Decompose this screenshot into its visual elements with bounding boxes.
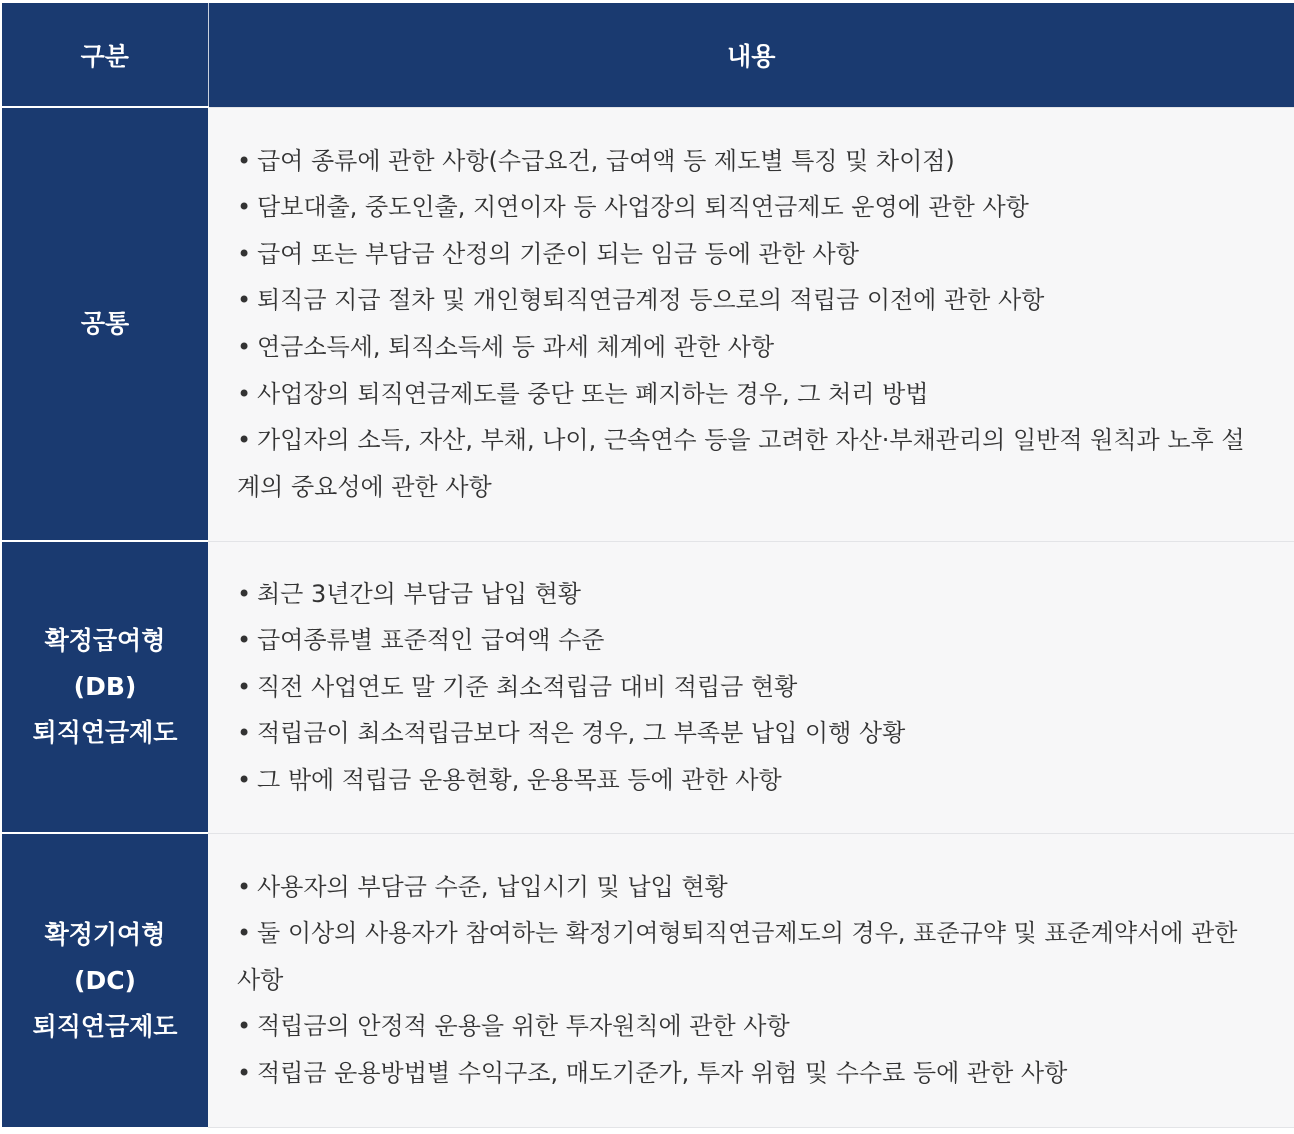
list-item bbox=[237, 231, 1264, 278]
bullet-icon: • bbox=[237, 286, 252, 315]
row-label-db bbox=[2, 541, 208, 833]
item-text: 퇴직금 지급 절차 및 개인형퇴직연금계정 등으로의 적립금 이전에 관한 사항 bbox=[257, 286, 1045, 315]
bullet-icon: • bbox=[237, 719, 252, 748]
bullet-icon: • bbox=[237, 193, 252, 222]
item-list bbox=[237, 138, 1264, 511]
item-text: 사업장의 퇴직연금제도를 중단 또는 폐지하는 경우, 그 처리 방법 bbox=[257, 379, 929, 408]
row-content-dc bbox=[208, 833, 1294, 1127]
item-text: 직전 사업연도 말 기준 최소적립금 대비 적립금 현황 bbox=[257, 672, 798, 701]
table-row-db bbox=[2, 541, 1294, 833]
row-label-line: (DC) bbox=[74, 965, 136, 995]
bullet-icon: • bbox=[237, 579, 252, 608]
item-list bbox=[237, 571, 1264, 804]
bullet-icon: • bbox=[237, 626, 252, 655]
row-label-line: 확정기여형 bbox=[44, 919, 166, 949]
item-text: 급여종류별 표준적인 급여액 수준 bbox=[257, 626, 605, 655]
list-item bbox=[237, 277, 1264, 324]
row-label-common bbox=[2, 107, 208, 541]
item-text: 가입자의 소득, 자산, 부채, 나이, 근속연수 등을 고려한 자산·부채관리의 일반적 원칙과 노후 설계의 중요성에 관한 사항 bbox=[237, 426, 1245, 501]
bullet-icon: • bbox=[237, 333, 252, 361]
list-item bbox=[237, 1003, 1264, 1050]
bullet-icon: • bbox=[237, 426, 252, 455]
bullet-icon: • bbox=[237, 919, 252, 948]
list-item bbox=[237, 664, 1264, 711]
list-item bbox=[237, 617, 1264, 664]
list-item bbox=[237, 757, 1264, 804]
bullet-icon: • bbox=[237, 1058, 252, 1087]
row-label-line: (DB) bbox=[73, 672, 137, 701]
bullet-icon: • bbox=[237, 672, 252, 701]
row-label-line: 퇴직연금제도 bbox=[32, 1011, 178, 1041]
table-header-row bbox=[2, 3, 1294, 107]
table-row-dc bbox=[2, 833, 1294, 1127]
item-text: 적립금이 최소적립금보다 적은 경우, 그 부족분 납입 이행 상황 bbox=[257, 719, 906, 748]
list-item bbox=[237, 864, 1264, 911]
list-item bbox=[237, 910, 1264, 1003]
item-list bbox=[237, 864, 1264, 1097]
item-text: 사용자의 부담금 수준, 납입시기 및 납입 현황 bbox=[257, 872, 728, 901]
item-text: 최근 3년간의 부담금 납입 현황 bbox=[257, 579, 581, 608]
item-text: 그 밖에 적립금 운용현황, 운용목표 등에 관한 사항 bbox=[257, 765, 782, 794]
list-item bbox=[237, 571, 1264, 618]
item-text: 적립금 운용방법별 수익구조, 매도기준가, 투자 위험 및 수수료 등에 관한 사항 bbox=[257, 1058, 1068, 1087]
list-item bbox=[237, 138, 1264, 185]
item-text: 담보대출, 중도인출, 지연이자 등 사업장의 퇴직연금제도 운영에 관한 사항 bbox=[257, 193, 1029, 222]
list-item bbox=[237, 710, 1264, 757]
bullet-icon: • bbox=[237, 146, 252, 175]
list-item bbox=[237, 324, 1264, 371]
list-item bbox=[237, 371, 1264, 418]
header-category: 구분 bbox=[2, 3, 208, 107]
item-text: 연금소득세, 퇴직소득세 등 과세 체계에 관한 사항 bbox=[257, 333, 775, 361]
item-text: 둘 이상의 사용자가 참여하는 확정기여형퇴직연금제도의 경우, 표준규약 및 표준계약서에 관한 사항 bbox=[237, 919, 1238, 994]
header-content: 내용 bbox=[208, 3, 1294, 107]
item-text: 급여 또는 부담금 산정의 기준이 되는 임금 등에 관한 사항 bbox=[257, 239, 859, 268]
pension-info-table bbox=[2, 3, 1294, 1128]
row-label-line: 퇴직연금제도 bbox=[32, 718, 178, 747]
bullet-icon: • bbox=[237, 872, 252, 901]
row-label-dc bbox=[2, 833, 208, 1127]
bullet-icon: • bbox=[237, 379, 252, 408]
item-text: 급여 종류에 관한 사항(수급요건, 급여액 등 제도별 특징 및 차이점) bbox=[257, 146, 955, 175]
row-content-common bbox=[208, 107, 1294, 541]
pension-info-table-wrapper bbox=[2, 3, 1294, 1128]
row-label-line: 확정급여형 bbox=[44, 626, 166, 655]
list-item bbox=[237, 1050, 1264, 1097]
row-label-line: 공통 bbox=[80, 309, 130, 338]
bullet-icon: • bbox=[237, 239, 252, 268]
row-content-db bbox=[208, 541, 1294, 833]
bullet-icon: • bbox=[237, 1012, 252, 1041]
table-row-common bbox=[2, 107, 1294, 541]
bullet-icon: • bbox=[237, 765, 252, 794]
list-item bbox=[237, 184, 1264, 231]
item-text: 적립금의 안정적 운용을 위한 투자원칙에 관한 사항 bbox=[257, 1012, 790, 1041]
list-item bbox=[237, 417, 1264, 510]
